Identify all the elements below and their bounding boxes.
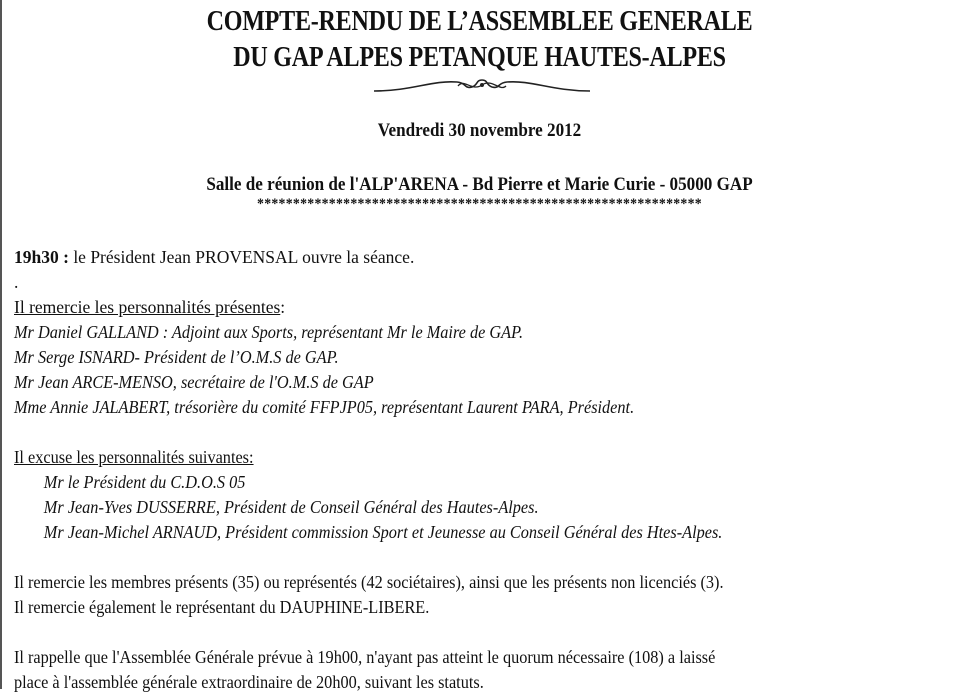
document-title: [67, 4, 892, 76]
title-line-2: DU GAP ALPES PETANQUE HAUTES-ALPES: [233, 42, 726, 73]
opening-text: le Président Jean PROVENSAL ouvre la séance.: [68, 247, 415, 267]
present-heading-colon: :: [280, 297, 286, 317]
quorum-line: place à l'assemblée générale extraordinaire de 20h00, suivant les statuts.: [14, 672, 484, 692]
excused-heading: [14, 445, 888, 470]
title-line-1: COMPTE-RENDU DE L’ASSEMBLEE GENERALE: [206, 6, 753, 37]
flourish-divider-icon: [372, 76, 592, 98]
excused-heading-text: Il excuse les personnalités suivantes:: [14, 447, 254, 467]
spacer: [14, 420, 954, 445]
quorum-line: Il rappelle que l'Assemblée Générale prévue à 19h00, n'ayant pas atteint le quorum nécessaire (108) a laissé: [14, 647, 716, 667]
excused-item: Mr le Président du C.D.O.S 05: [43, 472, 246, 492]
meeting-venue: Salle de réunion de l'ALP'ARENA - Bd Pierre et Marie Curie - 05000 GAP: [206, 174, 753, 195]
meeting-date: Vendredi 30 novembre 2012: [377, 120, 582, 141]
thanks-line: Il remercie également le représentant du DAUPHINE-LIBERE.: [14, 597, 430, 617]
dot-line: .: [14, 272, 19, 292]
spacer: [14, 620, 954, 645]
present-heading-text: Il remercie les personnalités présentes: [14, 297, 281, 317]
present-item: Mr Jean ARCE-MENSO, secrétaire de l'O.M.S de GAP: [14, 372, 374, 392]
opening-line: [14, 245, 954, 270]
present-item: Mr Daniel GALLAND : Adjoint aux Sports, représentant Mr le Maire de GAP.: [14, 322, 524, 342]
present-item: Mr Serge ISNARD- Président de l’O.M.S de GAP.: [14, 347, 339, 367]
thanks-line: Il remercie les membres présents (35) ou représentés (42 sociétaires), ainsi que les présents non licenciés (3).: [14, 572, 724, 592]
excused-item: Mr Jean-Michel ARNAUD, Président commission Sport et Jeunesse au Conseil Général des Htes-Alpes.: [43, 522, 723, 542]
page-left-border: [0, 0, 2, 689]
separator: **************************************************************: [257, 196, 702, 212]
document-body: [14, 245, 954, 695]
opening-time: 19h30 :: [14, 247, 69, 267]
excused-item: Mr Jean-Yves DUSSERRE, Président de Conseil Général des Hautes-Alpes.: [43, 497, 539, 517]
spacer: [14, 545, 954, 570]
present-heading: [14, 295, 954, 320]
present-item: Mme Annie JALABERT, trésorière du comité FFPJP05, représentant Laurent PARA, Président.: [14, 397, 635, 417]
